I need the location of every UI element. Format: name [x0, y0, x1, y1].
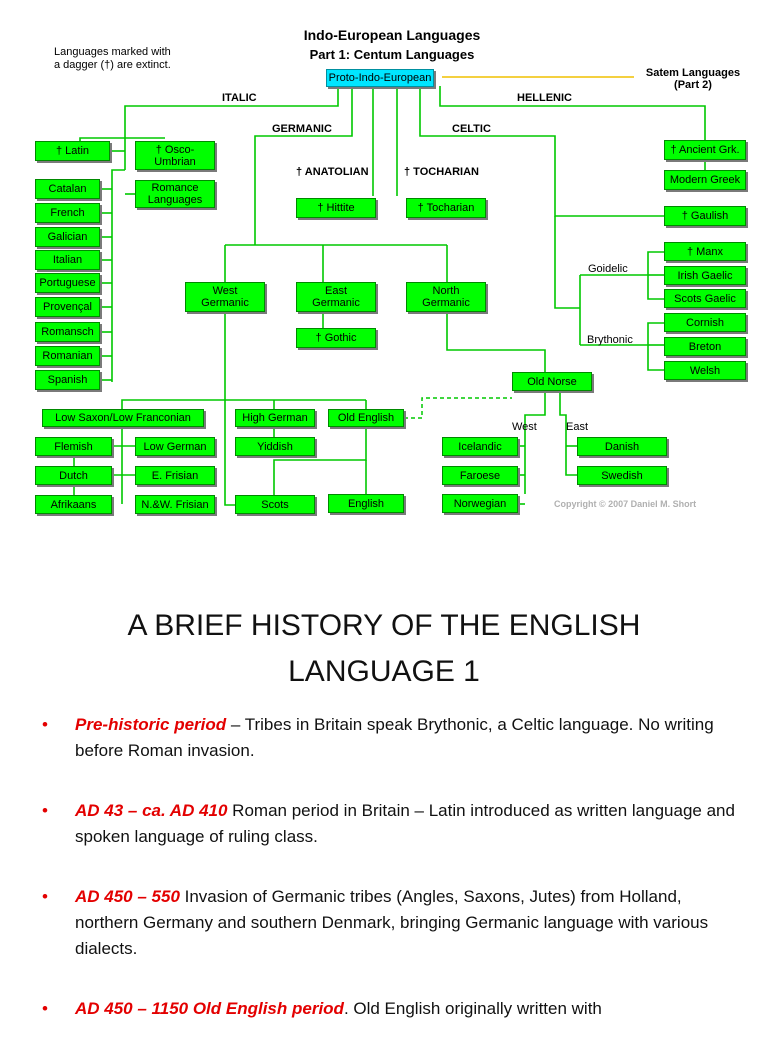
bullet-text: – Tribes in Britain speak Brythonic, a Celtic language. No writing before Roman invasion.	[75, 715, 714, 760]
bullet-marker: •	[42, 999, 48, 1018]
node-irish-gaelic: Irish Gaelic	[664, 266, 746, 285]
node-tocharian: † Tocharian	[406, 198, 486, 218]
branch-west: West	[512, 421, 537, 433]
bullet-period: AD 450 – 1150 Old English period	[75, 999, 344, 1018]
node-high-german: High German	[235, 409, 315, 427]
node-gothic: † Gothic	[296, 328, 376, 348]
node-faroese: Faroese	[442, 466, 518, 485]
node-galician: Galician	[35, 227, 100, 247]
node-romanian: Romanian	[35, 346, 100, 366]
branch-goidelic: Goidelic	[588, 263, 628, 275]
bullet-marker: •	[42, 715, 48, 734]
bullet-text: Roman period in Britain – Latin introduced as written language and spoken language of ruling class.	[75, 801, 735, 846]
satem-label: Satem Languages (Part 2)	[645, 67, 741, 91]
node-romansch: Romansch	[35, 322, 100, 342]
node-nw-frisian: N.&W. Frisian	[135, 495, 215, 514]
node-breton: Breton	[664, 337, 746, 356]
node-east-germanic: East Germanic	[296, 282, 376, 312]
branch-east: East	[566, 421, 589, 433]
node-e-frisian: E. Frisian	[135, 466, 215, 485]
line-west-down	[122, 312, 225, 409]
node-scots-gaelic: Scots Gaelic	[664, 289, 746, 308]
node-afrikaans: Afrikaans	[35, 495, 112, 514]
node-old-english: Old English	[328, 409, 404, 427]
branch-italic: ITALIC	[222, 92, 257, 104]
bullet-period: Pre-historic period	[75, 715, 227, 734]
branch-tocharian: † TOCHARIAN	[404, 166, 479, 178]
node-cornish: Cornish	[664, 313, 746, 332]
diagram-subtitle: Part 1: Centum Languages	[309, 47, 475, 62]
line-north-oldnorse	[447, 312, 545, 372]
node-welsh: Welsh	[664, 361, 746, 380]
node-west-germanic: West Germanic	[185, 282, 265, 312]
page-heading	[0, 603, 768, 695]
node-english: English	[328, 494, 404, 513]
branch-anatolian: † ANATOLIAN	[296, 166, 369, 178]
node-icelandic: Icelandic	[442, 437, 518, 456]
heading-line-1: A BRIEF HISTORY OF THE ENGLISH	[127, 609, 641, 642]
node-osco-umbrian: † Osco- Umbrian	[135, 141, 215, 170]
node-swedish: Swedish	[577, 466, 667, 485]
node-romance: Romance Languages	[135, 180, 215, 208]
node-old-norse: Old Norse	[512, 372, 592, 391]
bullet-item	[42, 996, 742, 1022]
history-bullet-list	[42, 712, 742, 1056]
node-modern-greek: Modern Greek	[664, 170, 746, 190]
branch-germanic: GERMANIC	[272, 123, 332, 135]
bullet-period: AD 450 – 550	[75, 887, 180, 906]
bullet-item	[42, 798, 742, 850]
node-scots: Scots	[235, 495, 315, 514]
node-flemish: Flemish	[35, 437, 112, 456]
line-norse-influence	[404, 398, 512, 418]
node-hittite: † Hittite	[296, 198, 376, 218]
bullet-text: Invasion of Germanic tribes (Angles, Saxons, Jutes) from Holland, northern Germany and southern Denmark, bringing Germanic language with various dialects.	[75, 887, 709, 958]
heading-line-2: LANGUAGE 1	[288, 655, 480, 688]
node-ancient-greek: † Ancient Grk.	[664, 140, 746, 160]
node-spanish: Spanish	[35, 370, 100, 390]
node-low-german: Low German	[135, 437, 215, 456]
node-italian: Italian	[35, 250, 100, 270]
node-gaulish: † Gaulish	[664, 206, 746, 226]
node-low-saxon: Low Saxon/Low Franconian	[42, 409, 204, 427]
diagram-title: Indo-European Languages	[303, 27, 481, 43]
node-yiddish: Yiddish	[235, 437, 315, 456]
node-north-germanic: North Germanic	[406, 282, 486, 312]
node-catalan: Catalan	[35, 179, 100, 199]
node-provencal: Provençal	[35, 297, 100, 317]
copyright-notice: Copyright © 2007 Daniel M. Short	[554, 499, 697, 509]
node-latin: † Latin	[35, 141, 110, 161]
bullet-period: AD 43 – ca. AD 410	[75, 801, 228, 820]
branch-brythonic: Brythonic	[587, 334, 633, 346]
node-dutch: Dutch	[35, 466, 112, 485]
line-romance-list	[112, 170, 125, 382]
node-proto-indo-european: Proto-Indo-European	[326, 69, 434, 87]
bullet-item	[42, 884, 742, 962]
branch-celtic: CELTIC	[452, 123, 491, 135]
bullet-marker: •	[42, 801, 48, 820]
node-manx: † Manx	[664, 242, 746, 261]
node-french: French	[35, 203, 100, 223]
bullet-text: . Old English originally written with	[343, 999, 602, 1018]
node-portuguese: Portuguese	[35, 273, 100, 293]
node-danish: Danish	[577, 437, 667, 456]
node-norwegian: Norwegian	[442, 494, 518, 513]
dagger-note: Languages marked with a dagger (†) are extinct.	[54, 46, 171, 71]
bullet-marker: •	[42, 887, 48, 906]
bullet-item	[42, 712, 742, 764]
branch-hellenic: HELLENIC	[517, 92, 572, 104]
